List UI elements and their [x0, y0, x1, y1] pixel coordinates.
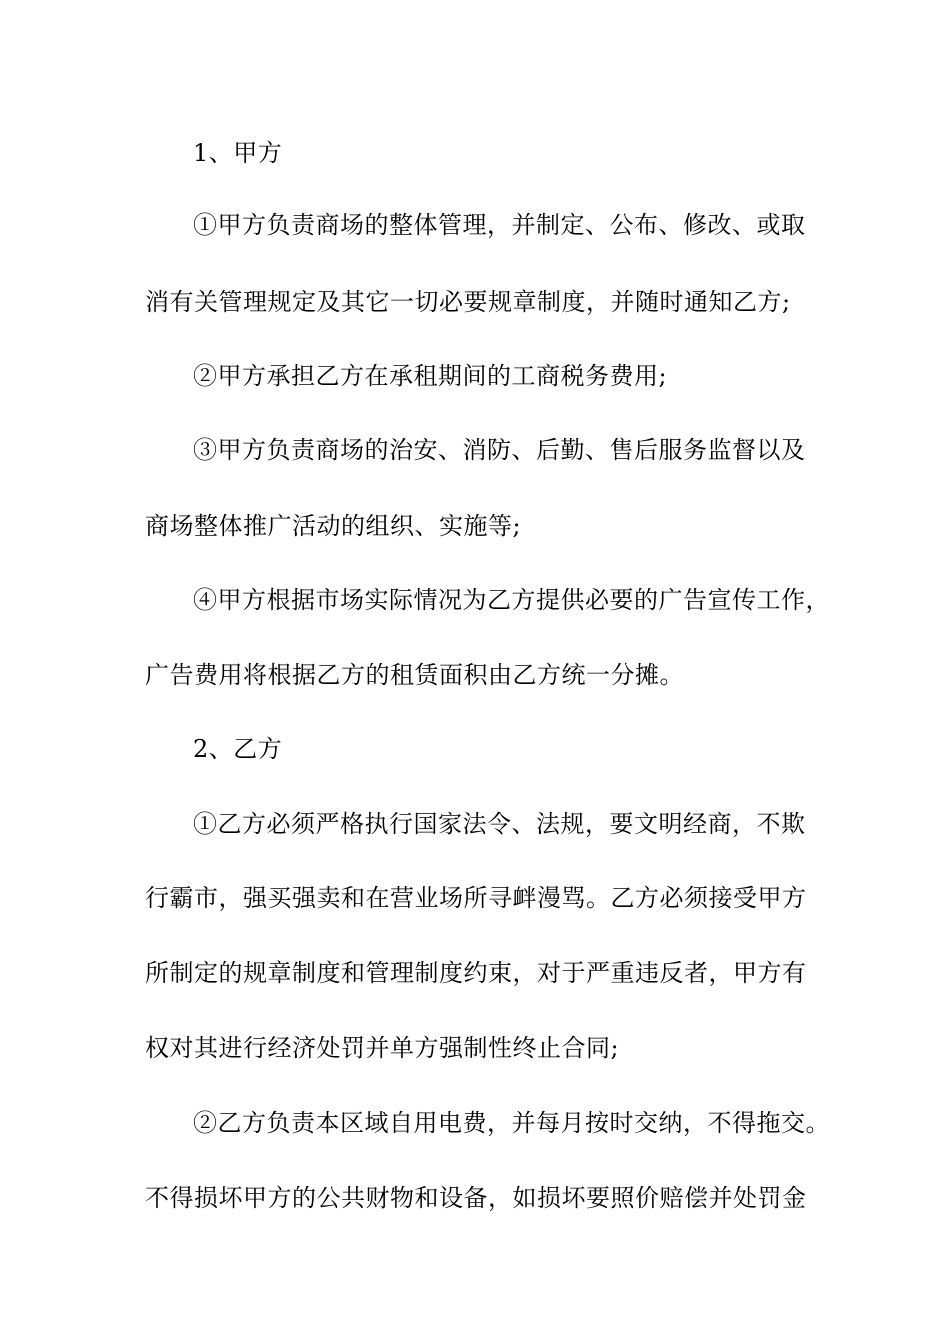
section-heading-party-b: 2、乙方 [193, 735, 283, 763]
paragraph-line: 广告费用将根据乙方的租赁面积由乙方统一分摊。 [145, 661, 684, 689]
paragraph-line: 所制定的规章制度和管理制度约束，对于严重违反者，甲方有 [145, 959, 807, 987]
paragraph-line: ①甲方负责商场的整体管理，并制定、公布、修改、或取 [193, 211, 806, 239]
paragraph-line: 商场整体推广活动的组织、实施等; [145, 512, 522, 540]
paragraph-line: 消有关管理规定及其它一切必要规章制度，并随时通知乙方; [145, 288, 791, 316]
paragraph-line: ④甲方根据市场实际情况为乙方提供必要的广告宣传工作， [193, 586, 830, 614]
section-heading-party-a: 1、甲方 [193, 139, 283, 167]
paragraph-line: 权对其进行经济处罚并单方强制性终止合同; [145, 1034, 620, 1062]
paragraph-line: 不得损坏甲方的公共财物和设备，如损坏要照价赔偿并处罚金 [145, 1184, 807, 1212]
paragraph-line: 行霸市，强买强卖和在营业场所寻衅漫骂。乙方必须接受甲方 [145, 884, 807, 912]
paragraph-line: ②甲方承担乙方在承租期间的工商税务费用; [193, 362, 668, 390]
paragraph-line: ②乙方负责本区域自用电费，并每月按时交纳，不得拖交。 [193, 1109, 830, 1137]
paragraph-line: ③甲方负责商场的治安、消防、后勤、售后服务监督以及 [193, 436, 806, 464]
paragraph-line: ①乙方必须严格执行国家法令、法规，要文明经商，不欺 [193, 810, 806, 838]
